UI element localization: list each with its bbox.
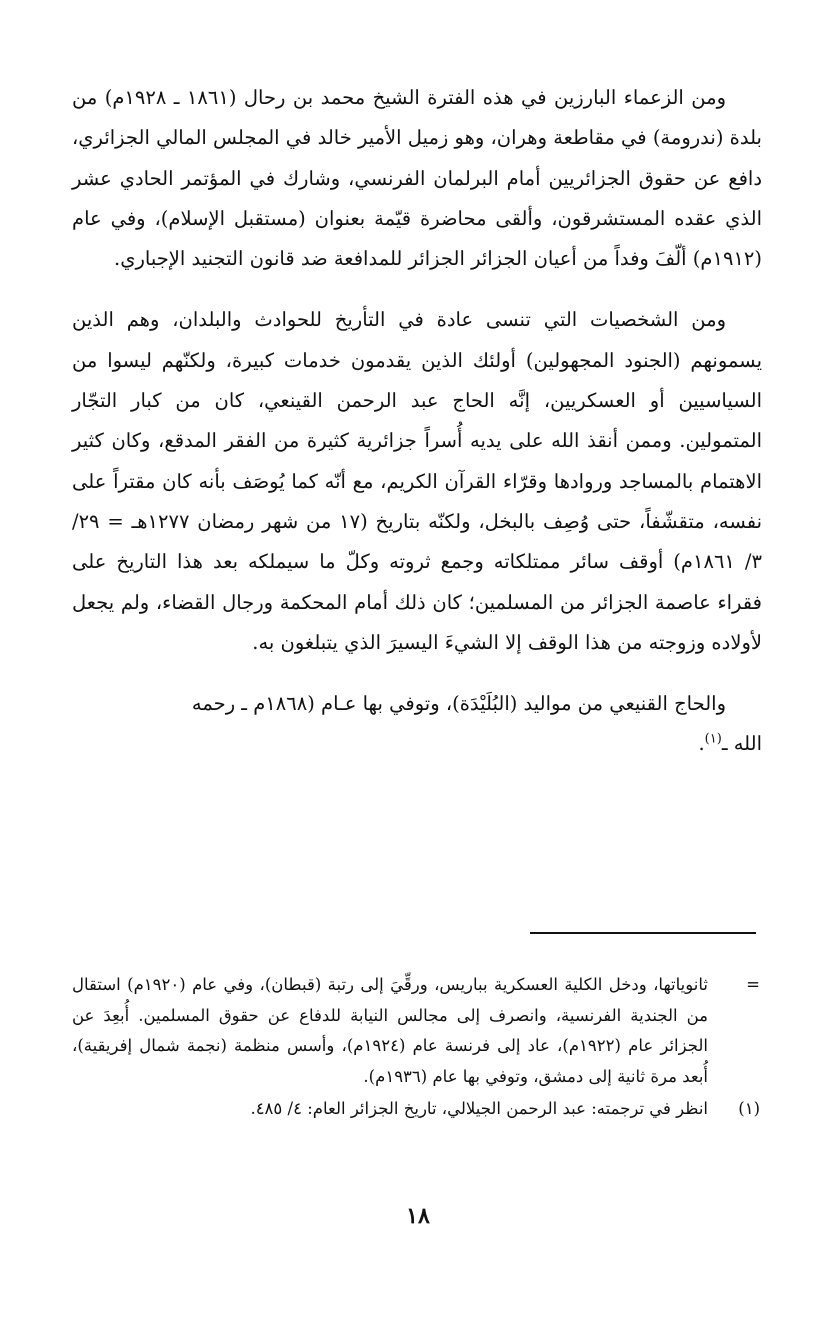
footnote-1-mark: (١) bbox=[738, 1099, 760, 1118]
footnote-1 bbox=[72, 1094, 762, 1125]
paragraph-2: ومن الشخصيات التي تنسى عادة في التأريخ للحوادث والبلدان، وهم الذين يسمونهم (الجنود المجهولين) أولئك الذين يقدمون خدمات كبيرة، ولكنّهم ليسوا من السياسيين أو العسكريين، إنَّه الحاج عبد الرحمن القينعي، كان من كبار التجّار المتمولين. وممن أنقذ الله على يديه أُسراً جزائرية كثيرة من الفقر المدقع، وكان كثير الاهتمام بالمساجد وروادها وقرّاء القرآن الكريم، مع أنّه كما يُوصَف بأنه كان مقتراً على نفسه، متقشّفاً، حتى وُصِف بالبخل، ولكنّه بتاريخ (١٧ من شهر رمضان ١٢٧٧هـ = ٢٩/ ٣/ ١٨٦١م) أوقف سائر ممتلكاته وجمع ثروته وكلّ ما سيملكه بعد هذا التاريخ على فقراء عاصمة الجزائر من المسلمين؛ كان ذلك أمام المحكمة ورجال القضاء، ولم يجعل لأولاده وزوجته من هذا الوقف إلا الشيءَ اليسيرَ الذي يتبلغون به. bbox=[72, 308, 763, 654]
footnote-1-text: انظر في ترجمته: عبد الرحمن الجيلالي، تاريخ الجزائر العام: ٤/ ٤٨٥. bbox=[250, 1099, 708, 1118]
paragraph-1: ومن الزعماء البارزين في هذه الفترة الشيخ محمد بن رحال (١٨٦١ ـ ١٩٢٨م) من بلدة (ندرومة) في مقاطعة وهران، وهو زميل الأمير خالد في المجلس المالي الجزائري، دافع عن حقوق الجزائريين أمام البرلمان الفرنسي، وشارك في المؤتمر الحادي عشر الذي عقده المستشرقون، وألقى محاضرة قيّمة بعنوان (مستقبل الإسلام)، وفي عام (١٩١٢م) ألّفَ وفداً من أعيان الجزائر الجزائر للمدافعة ضد قانون التجنيد الإجباري. bbox=[72, 86, 762, 271]
paragraph-3-end-punct: . bbox=[698, 732, 705, 756]
footnote-continuation-mark: = bbox=[746, 975, 760, 994]
paragraph-3-last-text: الله ـ bbox=[721, 732, 762, 756]
paragraph-3 bbox=[72, 684, 762, 765]
footnotes bbox=[72, 970, 762, 1127]
paragraph-3-text: والحاج القنيعي من مواليد (البُلَيْدَة)، وتوفي بها عـام (١٨٦٨م ـ رحمه bbox=[191, 692, 726, 716]
footnote-continued bbox=[72, 970, 762, 1092]
footnote-reference[interactable]: (١) bbox=[704, 731, 722, 747]
footnote-separator bbox=[530, 932, 756, 934]
page-number: ١٨ bbox=[406, 1203, 430, 1229]
paragraph-3-last-line bbox=[72, 724, 762, 764]
main-text bbox=[72, 78, 762, 786]
footnote-continued-text: ثانوياتها، ودخل الكلية العسكرية بباريس، ورقِّيَ إلى رتبة (قبطان)، وفي عام (١٩٢٠م) استقال من الجندية الفرنسية، وانصرف إلى مجالس النيابة للدفاع عن حقوق المسلمين. أُبعِدَ عن الجزائر عام (١٩٢٢م)، عاد إلى فرنسة عام (١٩٢٤م)، وأسس منظمة (نجمة شمال إفريقية)، أُبعد مرة ثانية إلى دمشق، وتوفي بها عام (١٩٣٦م). bbox=[72, 975, 709, 1086]
